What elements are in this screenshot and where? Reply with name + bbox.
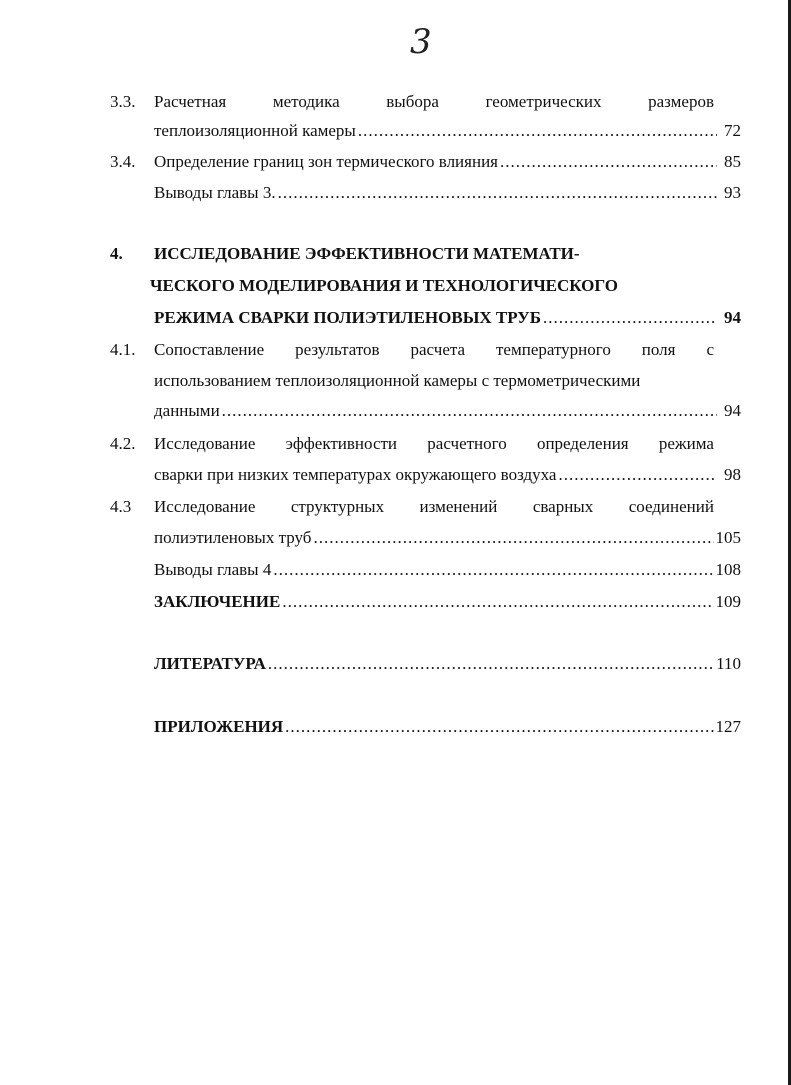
toc-entry-title-line bbox=[154, 91, 714, 113]
toc-entry-title-line bbox=[154, 496, 714, 518]
toc-entry-leader-line bbox=[154, 653, 741, 675]
toc-page-number: 94 bbox=[724, 401, 741, 420]
toc-entry-title: полиэтиленовых труб bbox=[154, 528, 312, 547]
toc-section-title: ЗАКЛЮЧЕНИЕ bbox=[154, 592, 281, 611]
toc-word: расчета bbox=[410, 340, 466, 359]
toc-page-number: 105 bbox=[715, 528, 741, 547]
toc-word: изменений bbox=[419, 497, 498, 516]
toc-entry-title: Выводы главы 4 bbox=[154, 560, 272, 579]
toc-word: геометрических bbox=[485, 92, 602, 111]
toc-word: структурных bbox=[290, 497, 385, 516]
dot-leader bbox=[558, 464, 717, 486]
dot-leader bbox=[268, 653, 714, 675]
toc-word: эффективности bbox=[285, 434, 398, 453]
toc-word: результатов bbox=[295, 340, 380, 359]
toc-page-number: 127 bbox=[715, 717, 741, 736]
toc-word: размеров bbox=[648, 92, 714, 111]
page-number: 3 bbox=[410, 22, 432, 62]
toc-word: Исследование bbox=[154, 434, 256, 453]
toc-entry-title-line: использованием теплоизоляционной камеры с термометрическими bbox=[154, 371, 641, 390]
toc-entry-leader-line bbox=[154, 464, 741, 486]
toc-page-number: 98 bbox=[724, 465, 741, 484]
toc-word: соединений bbox=[628, 497, 714, 516]
toc-entry-leader-line bbox=[154, 716, 741, 738]
toc-word: Исследование bbox=[154, 497, 256, 516]
dot-leader bbox=[282, 591, 713, 613]
toc-word: Сопоставление bbox=[154, 340, 265, 359]
toc-word: сварных bbox=[532, 497, 594, 516]
toc-entry-leader-line bbox=[154, 182, 741, 204]
toc-entry-number: 4.3 bbox=[110, 497, 132, 516]
toc-entry-number: 4.1. bbox=[110, 340, 136, 359]
chapter-number: 4. bbox=[110, 244, 123, 263]
toc-section-title: ЛИТЕРАТУРА bbox=[154, 654, 266, 673]
dot-leader bbox=[500, 151, 717, 173]
toc-entry-title: Выводы главы 3. bbox=[154, 183, 276, 202]
chapter-title-line: ЧЕСКОГО МОДЕЛИРОВАНИЯ И ТЕХНОЛОГИЧЕСКОГО bbox=[150, 276, 619, 295]
toc-entry-number: 3.4. bbox=[110, 152, 136, 171]
toc-entry-title: сварки при низких температурах окружающего воздуха bbox=[154, 465, 557, 484]
chapter-title-last-line: РЕЖИМА СВАРКИ ПОЛИЭТИЛЕНОВЫХ ТРУБ bbox=[154, 308, 541, 327]
toc-section-title: ПРИЛОЖЕНИЯ bbox=[154, 717, 284, 736]
toc-page-number: 109 bbox=[715, 592, 741, 611]
toc-page-number: 93 bbox=[724, 183, 741, 202]
dot-leader bbox=[273, 559, 713, 581]
toc-page-number: 108 bbox=[715, 560, 741, 579]
toc-word: температурного bbox=[496, 340, 611, 359]
toc-word: режима bbox=[658, 434, 714, 453]
toc-entry-number: 4.2. bbox=[110, 434, 136, 453]
dot-leader bbox=[313, 527, 713, 549]
toc-entry-leader-line bbox=[154, 400, 741, 422]
toc-page-number: 94 bbox=[724, 308, 741, 327]
toc-entry-title: данными bbox=[154, 401, 220, 420]
dot-leader bbox=[543, 307, 717, 329]
toc-entry-title: Определение границ зон термического влияния bbox=[154, 152, 498, 171]
toc-page-number: 72 bbox=[724, 121, 741, 140]
toc-word: выбора bbox=[386, 92, 439, 111]
toc-entry-title-line bbox=[154, 433, 714, 455]
toc-entry-title-line bbox=[154, 339, 714, 361]
chapter-title-line: ИССЛЕДОВАНИЕ ЭФФЕКТИВНОСТИ МАТЕМАТИ- bbox=[154, 244, 580, 263]
toc-entry-leader-line bbox=[154, 591, 741, 613]
toc-word: Расчетная bbox=[154, 92, 227, 111]
toc-word: поля bbox=[641, 340, 676, 359]
dot-leader bbox=[278, 182, 717, 204]
chapter-title-leader-line bbox=[154, 307, 741, 329]
dot-leader bbox=[358, 120, 717, 142]
toc-entry-title: теплоизоляционной камеры bbox=[154, 121, 356, 140]
toc-entry-leader-line bbox=[154, 559, 741, 581]
toc-word: расчетного bbox=[427, 434, 507, 453]
toc-word: с bbox=[706, 340, 714, 359]
toc-word: методика bbox=[272, 92, 340, 111]
toc-entry-leader-line bbox=[154, 120, 741, 142]
toc-entry-leader-line bbox=[154, 151, 741, 173]
dot-leader bbox=[222, 400, 717, 422]
toc-word: определения bbox=[536, 434, 629, 453]
toc-page-number: 110 bbox=[716, 654, 741, 673]
toc-entry-leader-line bbox=[154, 527, 741, 549]
toc-page-number: 85 bbox=[724, 152, 741, 171]
toc-entry-number: 3.3. bbox=[110, 92, 136, 111]
dot-leader bbox=[285, 716, 713, 738]
